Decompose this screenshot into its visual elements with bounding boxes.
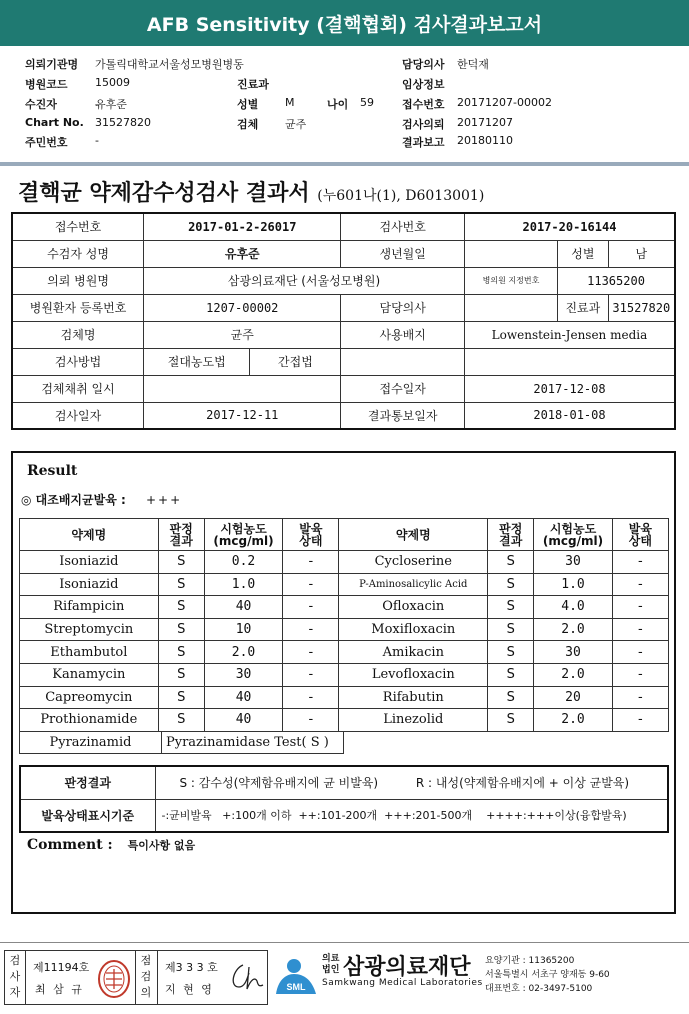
control-growth-row bbox=[21, 491, 182, 508]
org-address-line: 서울특별시 서초구 양재동 9-60 bbox=[485, 970, 610, 980]
table-row bbox=[20, 686, 669, 709]
col-drug: 약제명 bbox=[20, 519, 159, 551]
sig-divider bbox=[157, 951, 158, 1004]
drug-growth: - bbox=[612, 641, 668, 664]
drug-name: Streptomycin bbox=[20, 618, 159, 641]
hospital-name-value: 삼광의료재단 (서울성모병원) bbox=[144, 267, 465, 294]
drug-result: S bbox=[158, 663, 204, 686]
drug-name: Rifampicin bbox=[20, 596, 159, 619]
sml-logo-icon bbox=[272, 950, 320, 1000]
drug-name: Isoniazid bbox=[20, 573, 159, 596]
table-row bbox=[20, 766, 668, 799]
drug-result: S bbox=[158, 573, 204, 596]
drug-concentration: 2.0 bbox=[534, 709, 612, 732]
name-value: 유후준 bbox=[144, 240, 341, 267]
col-conc-2 bbox=[534, 519, 612, 551]
tester-name: 최 삼 규 bbox=[35, 983, 84, 996]
drug-result: S bbox=[158, 551, 204, 574]
org-address bbox=[485, 954, 610, 996]
col-judge-2 bbox=[488, 519, 534, 551]
legend-growth-label: 발육상태표시기준 bbox=[20, 799, 155, 832]
pza-drug-name: Pyrazinamid bbox=[20, 732, 162, 754]
table-row bbox=[20, 799, 668, 832]
chart-no-label: Chart No. bbox=[25, 116, 84, 129]
drug-growth: - bbox=[612, 686, 668, 709]
dept-label-cell: 진료과 bbox=[558, 294, 609, 321]
table-row bbox=[12, 213, 675, 240]
col-conc bbox=[204, 519, 282, 551]
specimen-label: 검체 bbox=[237, 118, 259, 131]
drug-name: Capreomycin bbox=[20, 686, 159, 709]
drug-result: S bbox=[488, 686, 534, 709]
sml-logo-text: SML bbox=[286, 982, 306, 992]
received-label: 접수일자 bbox=[341, 375, 464, 402]
drug-growth: - bbox=[612, 709, 668, 732]
hospital-label: 의뢰기관명 bbox=[25, 58, 79, 71]
reviewer-id: 제3 3 3 호 bbox=[165, 961, 218, 974]
method-label: 검사방법 bbox=[12, 348, 144, 375]
drug-name: Isoniazid bbox=[20, 551, 159, 574]
col-drug-2: 약제명 bbox=[339, 519, 488, 551]
dept-label: 진료과 bbox=[237, 78, 269, 91]
signature-box bbox=[4, 950, 268, 1005]
drug-sensitivity-table bbox=[19, 518, 669, 732]
legend-judge-text bbox=[155, 766, 668, 799]
header-divider bbox=[0, 162, 689, 166]
col-growth-2-line1: 발육 bbox=[628, 521, 652, 536]
drug-name: Kanamycin bbox=[20, 663, 159, 686]
table-row bbox=[20, 618, 669, 641]
empty-cell bbox=[464, 348, 675, 375]
patient-label: 수진자 bbox=[25, 98, 57, 111]
drug-result: S bbox=[158, 641, 204, 664]
drug-name: Amikacin bbox=[339, 641, 488, 664]
tester-vertical-label bbox=[7, 953, 23, 1001]
notified-value: 2018-01-08 bbox=[464, 402, 675, 429]
sig-divider bbox=[25, 951, 26, 1004]
drug-result: S bbox=[488, 663, 534, 686]
drug-concentration: 1.0 bbox=[534, 573, 612, 596]
drug-concentration: 2.0 bbox=[534, 618, 612, 641]
hospital-code-value-cell: 11365200 bbox=[558, 267, 675, 294]
report-date-label: 결과보고 bbox=[402, 136, 445, 149]
medium-value: Lowenstein-Jensen media bbox=[464, 321, 675, 348]
drug-result: S bbox=[488, 618, 534, 641]
drug-concentration: 40 bbox=[204, 686, 282, 709]
col-conc-line2: (mcg/ml) bbox=[213, 533, 274, 548]
hospital-code-label-cell: 병의원 지정번호 bbox=[464, 267, 557, 294]
comment-row bbox=[27, 837, 195, 853]
hospital-name-label: 의뢰 병원명 bbox=[12, 267, 144, 294]
test-no-value: 2017-20-16144 bbox=[464, 213, 675, 240]
drug-result: S bbox=[158, 596, 204, 619]
drug-concentration: 0.2 bbox=[204, 551, 282, 574]
legend-table bbox=[19, 765, 669, 833]
specimen-value: 균주 bbox=[285, 118, 307, 131]
legend-judge-r: R : 내성(약제함유배지에 + 이상 균발육) bbox=[415, 776, 630, 791]
sig-divider bbox=[135, 951, 136, 1004]
drug-result: S bbox=[488, 596, 534, 619]
drug-result: S bbox=[488, 551, 534, 574]
col-judge-line1: 판정 bbox=[169, 521, 193, 536]
drug-concentration: 4.0 bbox=[534, 596, 612, 619]
control-growth-value: +++ bbox=[145, 493, 183, 507]
drug-table-body bbox=[20, 551, 669, 732]
drug-concentration: 10 bbox=[204, 618, 282, 641]
org-phone-line: 대표번호 : 02-3497-5100 bbox=[485, 984, 593, 994]
control-growth-label: ◎ 대조배지균발육 : bbox=[21, 493, 126, 507]
table-row bbox=[12, 240, 675, 267]
drug-growth: - bbox=[612, 573, 668, 596]
drug-name: Ethambutol bbox=[20, 641, 159, 664]
drug-concentration: 40 bbox=[204, 596, 282, 619]
physician-label: 담당의사 bbox=[402, 58, 445, 71]
hospital-code-label: 병원코드 bbox=[25, 78, 68, 91]
col-conc-line1: 시험농도 bbox=[220, 521, 267, 536]
footer-divider bbox=[0, 942, 689, 943]
table-row bbox=[20, 596, 669, 619]
test-no-label: 검사번호 bbox=[341, 213, 464, 240]
col-judge-2-line1: 판정 bbox=[499, 521, 523, 536]
table-row bbox=[12, 294, 675, 321]
drug-concentration: 40 bbox=[204, 709, 282, 732]
dept-value-cell: 31527820 bbox=[608, 294, 675, 321]
drug-concentration: 30 bbox=[534, 641, 612, 664]
col-growth-line1: 발육 bbox=[299, 521, 323, 536]
name-label: 수검자 성명 bbox=[12, 240, 144, 267]
drug-concentration: 20 bbox=[534, 686, 612, 709]
table-row bbox=[12, 348, 675, 375]
age-label: 나이 bbox=[327, 98, 349, 111]
org-type bbox=[322, 954, 339, 976]
col-judge-2-line2: 결과 bbox=[499, 533, 523, 548]
specimen-name-label: 검체명 bbox=[12, 321, 144, 348]
drug-result: S bbox=[488, 709, 534, 732]
collection-label: 검체채취 일시 bbox=[12, 375, 144, 402]
drug-name: Ofloxacin bbox=[339, 596, 488, 619]
drug-concentration: 1.0 bbox=[204, 573, 282, 596]
table-row bbox=[12, 321, 675, 348]
registration-value: 1207-00002 bbox=[144, 294, 341, 321]
sex-value-cell: 남 bbox=[608, 240, 675, 267]
tester-vertical-text: 검사자 bbox=[9, 954, 21, 999]
drug-growth: - bbox=[283, 573, 339, 596]
report-date-value: 20180110 bbox=[457, 134, 513, 147]
accession-label: 접수번호 bbox=[402, 98, 445, 111]
col-growth-2 bbox=[612, 519, 668, 551]
comment-label: Comment : bbox=[27, 837, 113, 853]
result-title: Result bbox=[27, 463, 78, 479]
document-title bbox=[18, 176, 484, 207]
document-title-text: 결핵균 약제감수성검사 결과서 bbox=[18, 180, 310, 206]
drug-result: S bbox=[488, 641, 534, 664]
receipt-no-value: 2017-01-2-26017 bbox=[144, 213, 341, 240]
result-section bbox=[11, 451, 676, 914]
received-value: 2017-12-08 bbox=[464, 375, 675, 402]
drug-growth: - bbox=[283, 596, 339, 619]
collection-value bbox=[144, 375, 341, 402]
col-growth-2-line2: 상태 bbox=[628, 533, 652, 548]
medium-label: 사용배지 bbox=[341, 321, 464, 348]
drug-name: Prothionamide bbox=[20, 709, 159, 732]
drug-concentration: 30 bbox=[534, 551, 612, 574]
table-row bbox=[20, 663, 669, 686]
legend-growth-text: -:균비발육 +:100개 이하 ++:101-200개 +++:201-500개 ++++:+++이상(융합발육) bbox=[155, 799, 668, 832]
clinical-info-label: 임상정보 bbox=[402, 78, 445, 91]
patient-value: 유후준 bbox=[95, 98, 127, 111]
drug-growth: - bbox=[283, 551, 339, 574]
drug-name: Rifabutin bbox=[339, 686, 488, 709]
drug-result: S bbox=[488, 573, 534, 596]
specimen-name-value: 균주 bbox=[144, 321, 341, 348]
table-row bbox=[12, 375, 675, 402]
table-header-row bbox=[20, 519, 669, 551]
table-row bbox=[20, 551, 669, 574]
drug-growth: - bbox=[612, 663, 668, 686]
col-judge-line2: 결과 bbox=[169, 533, 193, 548]
rrn-label: 주민번호 bbox=[25, 136, 68, 149]
table-row bbox=[20, 732, 344, 754]
col-conc-2-line2: (mcg/ml) bbox=[542, 533, 604, 548]
reviewer-signature-image bbox=[225, 959, 265, 995]
drug-result: S bbox=[158, 686, 204, 709]
sex-label-cell: 성별 bbox=[558, 240, 609, 267]
org-type-line2: 법인 bbox=[322, 965, 340, 975]
drug-growth: - bbox=[612, 551, 668, 574]
drug-growth: - bbox=[283, 641, 339, 664]
table-row bbox=[20, 573, 669, 596]
document-subtitle: (누601나(1), D6013001) bbox=[317, 188, 485, 204]
table-row bbox=[20, 709, 669, 732]
receipt-no-label: 접수번호 bbox=[12, 213, 144, 240]
reviewer-vertical-text: 점검의 bbox=[140, 954, 152, 999]
drug-name: P-Aminosalicylic Acid bbox=[339, 573, 488, 596]
table-row bbox=[12, 267, 675, 294]
drug-growth: - bbox=[283, 686, 339, 709]
dob-value bbox=[464, 240, 557, 267]
drug-result: S bbox=[158, 709, 204, 732]
table-row bbox=[12, 402, 675, 429]
org-type-line1: 의료 bbox=[322, 954, 340, 964]
pyrazinamide-row bbox=[19, 731, 344, 754]
hospital-code-value: 15009 bbox=[95, 76, 130, 89]
physician-value: 한덕재 bbox=[457, 58, 489, 71]
request-date-label: 검사의뢰 bbox=[402, 118, 445, 131]
reviewer-vertical-label bbox=[138, 953, 154, 1001]
sex-value: M bbox=[285, 96, 295, 109]
org-english-name: Samkwang Medical Laboratories bbox=[322, 978, 483, 988]
drug-result: S bbox=[158, 618, 204, 641]
org-code-line: 요양기관 : 11365200 bbox=[485, 956, 575, 966]
sex-label: 성별 bbox=[237, 98, 259, 111]
drug-growth: - bbox=[283, 709, 339, 732]
request-date-value: 20171207 bbox=[457, 116, 513, 129]
drug-growth: - bbox=[612, 618, 668, 641]
method-value-2: 간접법 bbox=[250, 348, 341, 375]
empty-cell bbox=[341, 348, 464, 375]
drug-growth: - bbox=[283, 663, 339, 686]
drug-concentration: 30 bbox=[204, 663, 282, 686]
specimen-info-table bbox=[11, 212, 676, 430]
rrn-value: - bbox=[95, 134, 99, 147]
col-growth-line2: 상태 bbox=[299, 533, 323, 548]
age-value: 59 bbox=[360, 96, 374, 109]
drug-growth: - bbox=[283, 618, 339, 641]
doctor-label: 담당의사 bbox=[341, 294, 464, 321]
hospital-value: 가톨릭대학교서울성모병원병동 bbox=[95, 58, 244, 71]
accession-value: 20171207-00002 bbox=[457, 96, 552, 109]
chart-no-value: 31527820 bbox=[95, 116, 151, 129]
doctor-value bbox=[464, 294, 557, 321]
drug-name: Moxifloxacin bbox=[339, 618, 488, 641]
drug-name: Linezolid bbox=[339, 709, 488, 732]
notified-label: 결과통보일자 bbox=[341, 402, 464, 429]
org-name: 삼광의료재단 bbox=[343, 955, 471, 980]
dob-label: 생년월일 bbox=[341, 240, 464, 267]
tested-label: 검사일자 bbox=[12, 402, 144, 429]
tester-id: 제11194호 bbox=[33, 961, 90, 974]
legend-judge-label: 판정결과 bbox=[20, 766, 155, 799]
report-title: AFB Sensitivity (결핵협회) 검사결과보고서 bbox=[146, 14, 543, 36]
drug-concentration: 2.0 bbox=[204, 641, 282, 664]
table-row bbox=[20, 641, 669, 664]
legend-judge-s: S : 감수성(약제함유배지에 균 비발육) bbox=[179, 776, 379, 791]
report-header-bar bbox=[0, 0, 689, 46]
pza-test-value: Pyrazinamidase Test( S ) bbox=[162, 732, 344, 754]
drug-growth: - bbox=[612, 596, 668, 619]
method-value-1: 절대농도법 bbox=[144, 348, 250, 375]
reviewer-name: 지 현 영 bbox=[165, 983, 214, 996]
col-growth bbox=[283, 519, 339, 551]
registration-label: 병원환자 등록번호 bbox=[12, 294, 144, 321]
drug-name: Cycloserine bbox=[339, 551, 488, 574]
drug-concentration: 2.0 bbox=[534, 663, 612, 686]
drug-name: Levofloxacin bbox=[339, 663, 488, 686]
col-conc-2-line1: 시험농도 bbox=[549, 521, 597, 536]
tested-value: 2017-12-11 bbox=[144, 402, 341, 429]
col-judge bbox=[158, 519, 204, 551]
tester-seal-image bbox=[97, 959, 131, 999]
comment-text: 특이사항 없음 bbox=[127, 839, 196, 852]
